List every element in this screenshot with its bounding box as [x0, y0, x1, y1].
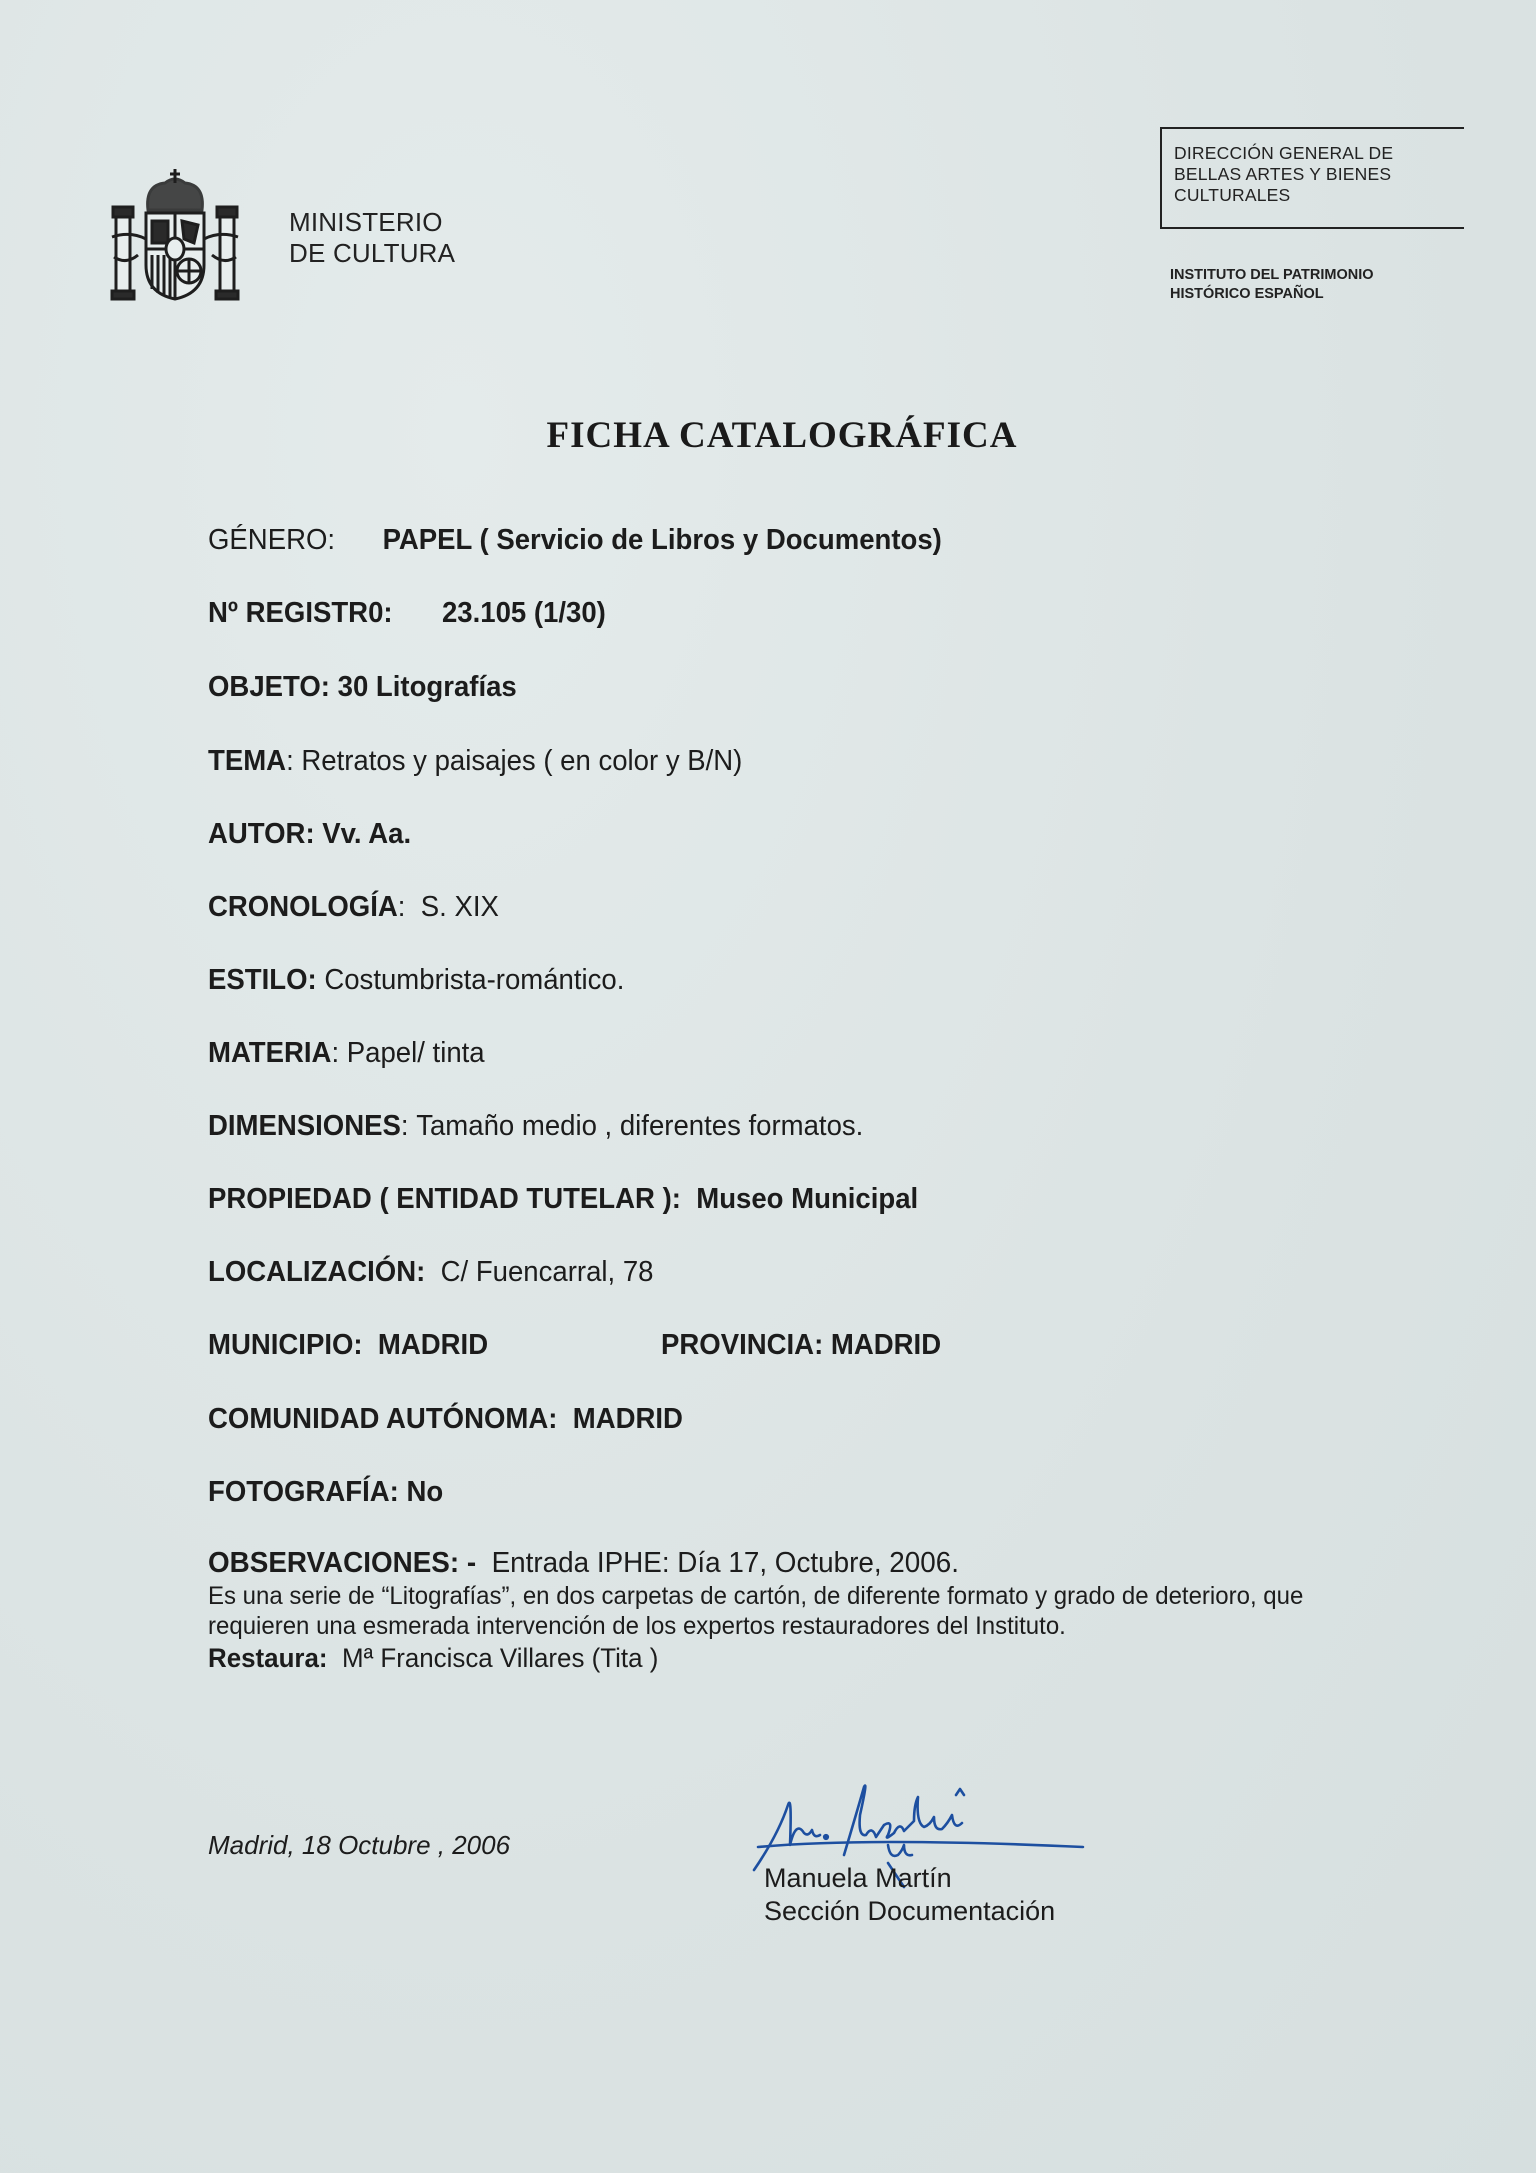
- directorate-line-3: CULTURALES: [1174, 185, 1291, 205]
- field-label: CRONOLOGÍA: [208, 891, 398, 923]
- field-label: FOTOGRAFÍA:: [208, 1476, 399, 1508]
- restorer-label: Restaura:: [208, 1643, 328, 1673]
- field-label: DIMENSIONES: [208, 1110, 401, 1142]
- place-and-date: Madrid, 18 Octubre , 2006: [208, 1830, 511, 1860]
- coat-of-arms-icon: [110, 165, 240, 305]
- field-label: MUNICIPIO:: [208, 1329, 363, 1361]
- ministry-line-1: MINISTERIO: [289, 207, 443, 237]
- field-value: MADRID: [377, 1329, 489, 1361]
- field-label: ESTILO:: [208, 964, 317, 996]
- field-label: GÉNERO:: [208, 524, 336, 556]
- field-label: MATERIA: [208, 1037, 332, 1069]
- field-registro: [208, 597, 606, 630]
- observations-section: [208, 1545, 1322, 1675]
- page-title: FICHA CATALOGRÁFICA: [546, 415, 1018, 456]
- field-provincia: [661, 1329, 941, 1362]
- field-propiedad: [208, 1183, 918, 1216]
- field-autor: [208, 818, 411, 851]
- field-label: OBJETO:: [208, 671, 330, 703]
- field-fotografia: [208, 1476, 443, 1509]
- field-label: PROPIEDAD ( ENTIDAD TUTELAR ):: [208, 1183, 681, 1215]
- field-label: AUTOR:: [208, 818, 315, 850]
- institute-line-2: HISTÓRICO ESPAÑOL: [1170, 286, 1324, 302]
- field-value: Museo Municipal: [696, 1183, 919, 1215]
- field-municipio: [208, 1329, 488, 1362]
- field-genero: [208, 524, 942, 557]
- field-label: LOCALIZACIÓN:: [208, 1256, 426, 1288]
- signer-block: [764, 1862, 1055, 1928]
- observations-header: [208, 1545, 1322, 1581]
- field-cronologia: [208, 891, 499, 924]
- field-value: 23.105 (1/30): [441, 597, 606, 629]
- signer-name: Manuela Martín: [764, 1863, 952, 1893]
- observations-entry: Entrada IPHE: Día 17, Octubre, 2006.: [491, 1547, 959, 1579]
- field-separator: :: [400, 1110, 409, 1142]
- directorate-line-1: DIRECCIÓN GENERAL DE: [1174, 143, 1394, 163]
- field-value: Retratos y paisajes ( en color y B/N): [301, 745, 743, 777]
- field-value: C/ Fuencarral, 78: [440, 1256, 654, 1288]
- field-value: Costumbrista-romántico.: [324, 964, 625, 996]
- field-label: COMUNIDAD AUTÓNOMA:: [208, 1403, 558, 1435]
- ministry-name: [289, 207, 455, 269]
- field-separator: :: [286, 745, 294, 777]
- field-dimensiones: [208, 1110, 863, 1143]
- field-value: No: [406, 1476, 444, 1508]
- field-separator: :: [331, 1037, 340, 1069]
- field-estilo: [208, 964, 624, 997]
- institute-line-1: INSTITUTO DEL PATRIMONIO: [1170, 267, 1374, 283]
- field-value: PAPEL ( Servicio de Libros y Documentos): [382, 524, 942, 556]
- restorer-line: [208, 1641, 1322, 1675]
- field-value: Papel/ tinta: [346, 1037, 485, 1069]
- restorer-name: Mª Francisca Villares (Tita ): [341, 1643, 659, 1673]
- field-label: PROVINCIA:: [661, 1329, 824, 1361]
- field-value: Vv. Aa.: [322, 818, 412, 850]
- field-value: MADRID: [830, 1329, 942, 1361]
- field-label: TEMA: [208, 745, 287, 777]
- field-comunidad: [208, 1403, 683, 1436]
- field-value: 30 Litografías: [337, 671, 517, 703]
- field-value: MADRID: [572, 1403, 683, 1435]
- ministry-line-2: DE CULTURA: [289, 238, 456, 268]
- field-objeto: [208, 671, 517, 704]
- directorate-box: [1160, 127, 1464, 229]
- observations-text: Es una serie de “Litografías”, en dos carpetas de cartón, de diferente formato y grado de deterioro, que requieren una esmerada intervención de los expertos restauradores del Instituto.: [208, 1582, 1304, 1640]
- observations-label: OBSERVACIONES: -: [208, 1547, 477, 1579]
- signer-section: Sección Documentación: [764, 1896, 1056, 1926]
- field-value: S. XIX: [420, 891, 499, 923]
- field-localizacion: [208, 1256, 653, 1289]
- field-label: Nº REGISTR0:: [208, 597, 393, 629]
- institute-name: [1170, 266, 1374, 304]
- directorate-line-2: BELLAS ARTES Y BIENES: [1174, 164, 1392, 184]
- field-tema: [208, 745, 742, 778]
- field-value: Tamaño medio , diferentes formatos.: [416, 1110, 864, 1142]
- field-separator: :: [397, 891, 406, 923]
- field-materia: [208, 1037, 485, 1070]
